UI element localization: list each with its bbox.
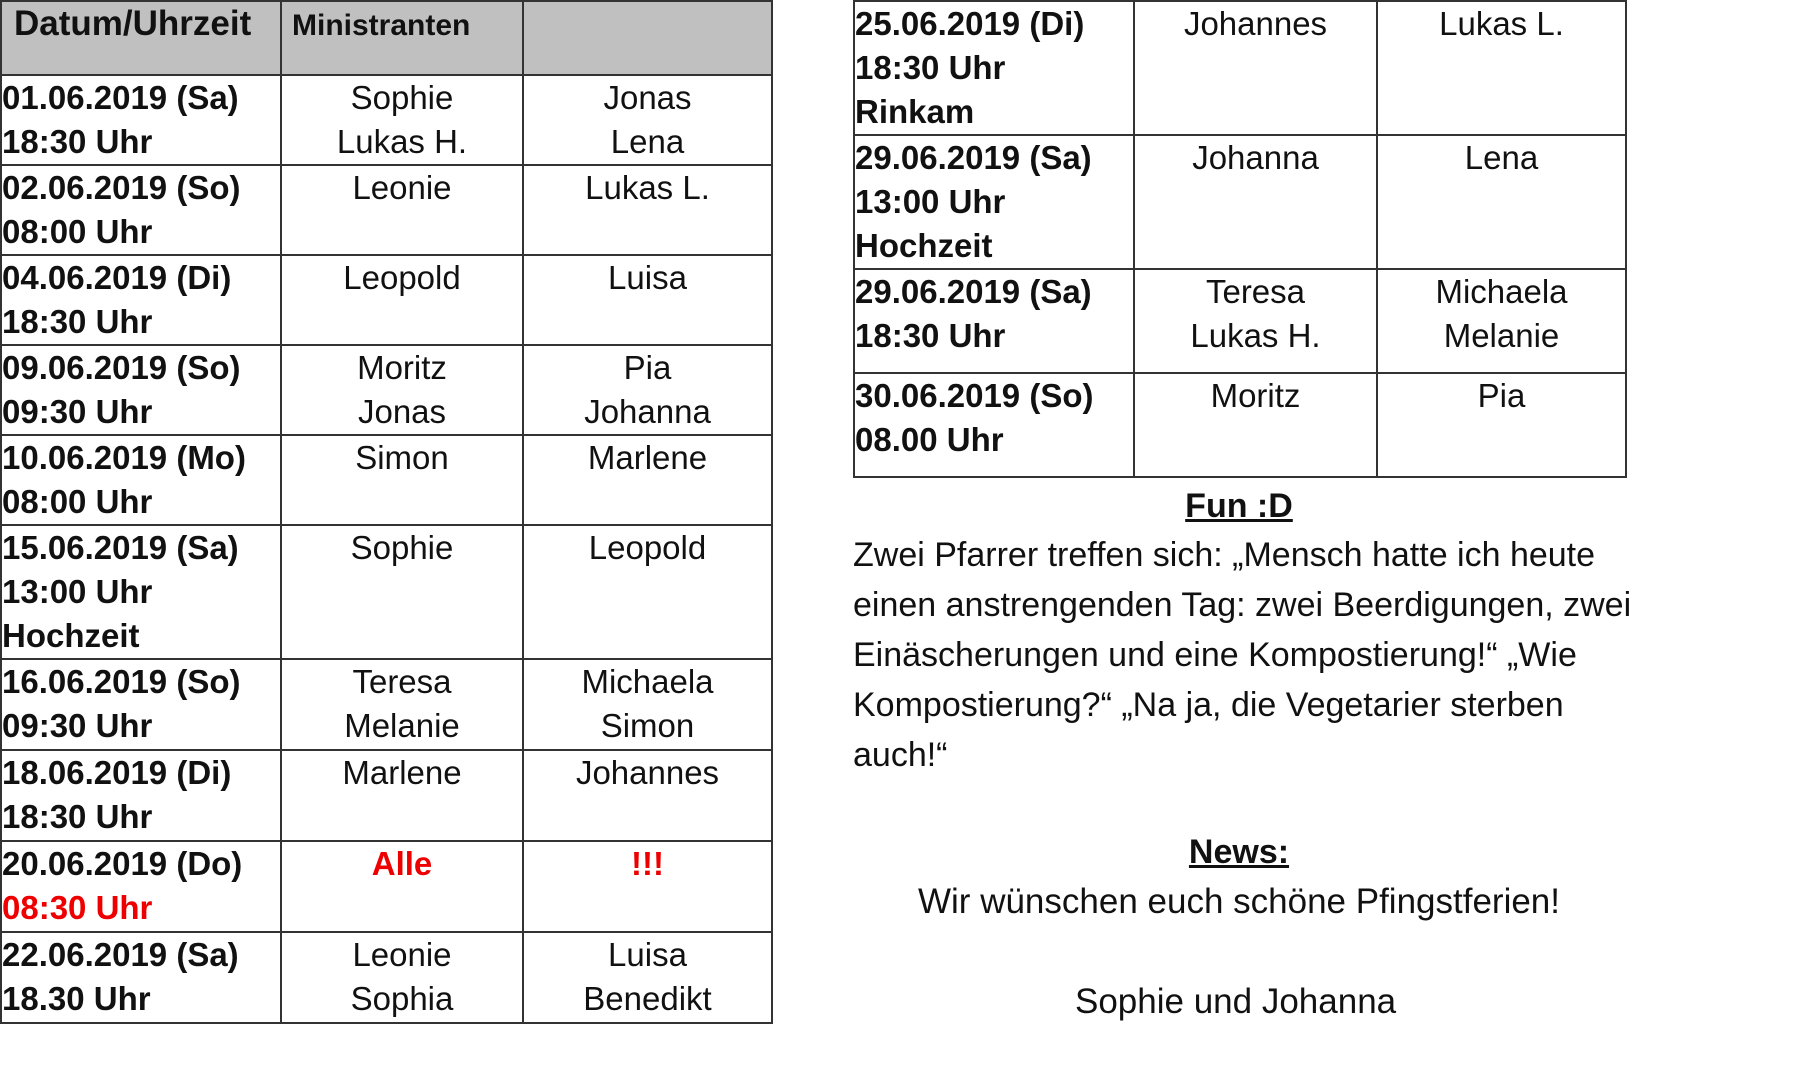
name-cell <box>281 165 523 255</box>
server-name: Simon <box>355 439 449 476</box>
row-time: 18:30 Uhr <box>2 798 153 835</box>
server-name: Melanie <box>344 707 460 744</box>
date-cell <box>1 345 281 435</box>
row-date: 02.06.2019 (So) <box>2 169 241 206</box>
name-cell <box>281 525 523 659</box>
server-name: Pia <box>1477 377 1526 414</box>
name-cell <box>1134 1 1377 135</box>
row-time: 18.30 Uhr <box>2 980 151 1017</box>
date-cell <box>854 373 1134 477</box>
server-name: Johanna <box>584 393 711 430</box>
server-name: Leopold <box>588 529 707 566</box>
row-time-highlighted: 08:30 Uhr <box>2 889 153 926</box>
server-name: Sophia <box>350 980 454 1017</box>
name-cell <box>281 435 523 525</box>
server-name: Sophie <box>350 79 454 116</box>
server-name: Michaela <box>1435 273 1568 310</box>
news-heading: News: <box>1188 833 1290 871</box>
date-cell <box>854 1 1134 135</box>
table-row <box>1 659 772 750</box>
exclamation-mark: !!! <box>631 845 664 882</box>
name-cell <box>281 255 523 345</box>
row-note: Hochzeit <box>855 227 993 264</box>
row-date: 20.06.2019 (Do) <box>2 845 243 882</box>
server-name: Lena <box>610 123 685 160</box>
server-name: Teresa <box>352 663 452 700</box>
table-row <box>854 135 1626 269</box>
name-cell <box>523 165 772 255</box>
name-cell <box>523 435 772 525</box>
name-cell <box>281 345 523 435</box>
server-name: Jonas <box>357 393 447 430</box>
joke-line: auch!“ <box>853 736 948 774</box>
row-time: 18:30 Uhr <box>855 49 1006 86</box>
name-cell <box>281 75 523 165</box>
name-cell <box>1134 135 1377 269</box>
server-name: Johanna <box>1192 139 1319 176</box>
row-time: 09:30 Uhr <box>2 393 153 430</box>
server-name: Johannes <box>575 754 720 791</box>
table-row <box>1 255 772 345</box>
joke-line: Einäscherungen und eine Kompostierung!“ „Wie <box>853 636 1577 674</box>
server-name: Leopold <box>343 259 461 296</box>
server-name: Leonie <box>352 936 452 973</box>
row-date: 29.06.2019 (Sa) <box>855 273 1092 310</box>
date-cell <box>1 525 281 659</box>
server-name-all: Alle <box>371 845 433 882</box>
server-name: Michaela <box>581 663 714 700</box>
table-row <box>1 345 772 435</box>
name-cell <box>1377 269 1626 373</box>
row-date: 16.06.2019 (So) <box>2 663 241 700</box>
server-name: Luisa <box>608 936 687 973</box>
server-name: Jonas <box>603 79 692 116</box>
server-name: Luisa <box>608 259 687 296</box>
name-cell <box>523 75 772 165</box>
schedule-table-right <box>853 0 1627 478</box>
table-row <box>1 75 772 165</box>
server-name: Johannes <box>1183 5 1328 42</box>
server-name: Sophie <box>350 529 454 566</box>
row-time: 13:00 Uhr <box>2 573 153 610</box>
server-name: Moritz <box>357 349 447 386</box>
header-ministranten: Ministranten <box>281 1 523 75</box>
joke-line: einen anstrengenden Tag: zwei Beerdigungen, zwei <box>853 586 1632 624</box>
row-time: 13:00 Uhr <box>855 183 1006 220</box>
row-date: 01.06.2019 (Sa) <box>2 79 239 116</box>
date-cell <box>1 255 281 345</box>
table-row <box>1 750 772 841</box>
server-name: Marlene <box>587 439 708 476</box>
joke-text <box>853 530 1703 780</box>
date-cell <box>1 435 281 525</box>
name-cell <box>523 750 772 841</box>
table-row <box>1 165 772 255</box>
server-name: Lukas L. <box>1439 5 1564 42</box>
name-cell <box>523 345 772 435</box>
name-cell <box>281 659 523 750</box>
name-cell <box>1377 1 1626 135</box>
name-cell <box>523 932 772 1023</box>
date-cell <box>1 841 281 932</box>
row-note: Rinkam <box>855 93 975 130</box>
fun-heading: Fun :D <box>1185 487 1293 525</box>
row-time: 08:00 Uhr <box>2 483 153 520</box>
server-name: Moritz <box>1210 377 1301 414</box>
server-name: Simon <box>600 707 695 744</box>
table-row-highlighted <box>1 841 772 932</box>
row-time: 18:30 Uhr <box>2 303 153 340</box>
row-time: 18:30 Uhr <box>2 123 153 160</box>
table-row <box>1 525 772 659</box>
name-cell <box>523 659 772 750</box>
name-cell <box>523 525 772 659</box>
server-name: Lukas L. <box>585 169 710 206</box>
name-cell <box>523 255 772 345</box>
server-name: Leonie <box>352 169 452 206</box>
server-name: Lena <box>1464 139 1539 176</box>
date-cell <box>854 135 1134 269</box>
row-date: 18.06.2019 (Di) <box>2 754 232 791</box>
header-date: Datum/Uhrzeit <box>1 1 281 75</box>
name-cell <box>1377 135 1626 269</box>
row-date: 25.06.2019 (Di) <box>855 5 1085 42</box>
joke-line: Kompostierung?“ „Na ja, die Vegetarier sterben <box>853 686 1564 724</box>
row-date: 29.06.2019 (Sa) <box>855 139 1092 176</box>
row-time: 08:00 Uhr <box>2 213 153 250</box>
name-cell <box>1377 373 1626 477</box>
date-cell <box>1 750 281 841</box>
row-time: 08.00 Uhr <box>855 421 1004 458</box>
table-row <box>854 373 1626 477</box>
server-name: Benedikt <box>583 980 712 1017</box>
row-date: 22.06.2019 (Sa) <box>2 936 239 973</box>
table-row <box>1 932 772 1023</box>
date-cell <box>854 269 1134 373</box>
server-name: Teresa <box>1205 273 1306 310</box>
name-cell <box>281 932 523 1023</box>
row-time: 18:30 Uhr <box>855 317 1006 354</box>
joke-line: Zwei Pfarrer treffen sich: „Mensch hatte ich heute <box>853 536 1596 574</box>
name-cell <box>281 750 523 841</box>
row-note: Hochzeit <box>2 617 140 654</box>
date-cell <box>1 932 281 1023</box>
table-row <box>1 435 772 525</box>
name-cell <box>1134 373 1377 477</box>
table-row <box>854 269 1626 373</box>
table-row <box>854 1 1626 135</box>
date-cell <box>1 659 281 750</box>
schedule-table-left <box>0 0 773 1024</box>
row-time: 09:30 Uhr <box>2 707 153 744</box>
server-name: Marlene <box>342 754 462 791</box>
row-date: 04.06.2019 (Di) <box>2 259 232 296</box>
server-name: Lukas H. <box>336 123 468 160</box>
row-date: 30.06.2019 (So) <box>855 377 1094 414</box>
date-cell <box>1 75 281 165</box>
name-cell <box>281 841 523 932</box>
fun-section <box>853 484 1703 780</box>
news-text: Wir wünschen euch schöne Pfingstferien! <box>918 882 1560 921</box>
server-name: Pia <box>623 349 672 386</box>
header-extra <box>523 1 772 75</box>
signoff: Sophie und Johanna <box>1075 982 1397 1021</box>
name-cell <box>523 841 772 932</box>
server-name: Melanie <box>1443 317 1560 354</box>
row-date: 15.06.2019 (Sa) <box>2 529 239 566</box>
row-date: 09.06.2019 (So) <box>2 349 241 386</box>
name-cell <box>1134 269 1377 373</box>
table-header-row <box>1 1 772 75</box>
date-cell <box>1 165 281 255</box>
server-name: Lukas H. <box>1190 317 1321 354</box>
row-date: 10.06.2019 (Mo) <box>2 439 246 476</box>
